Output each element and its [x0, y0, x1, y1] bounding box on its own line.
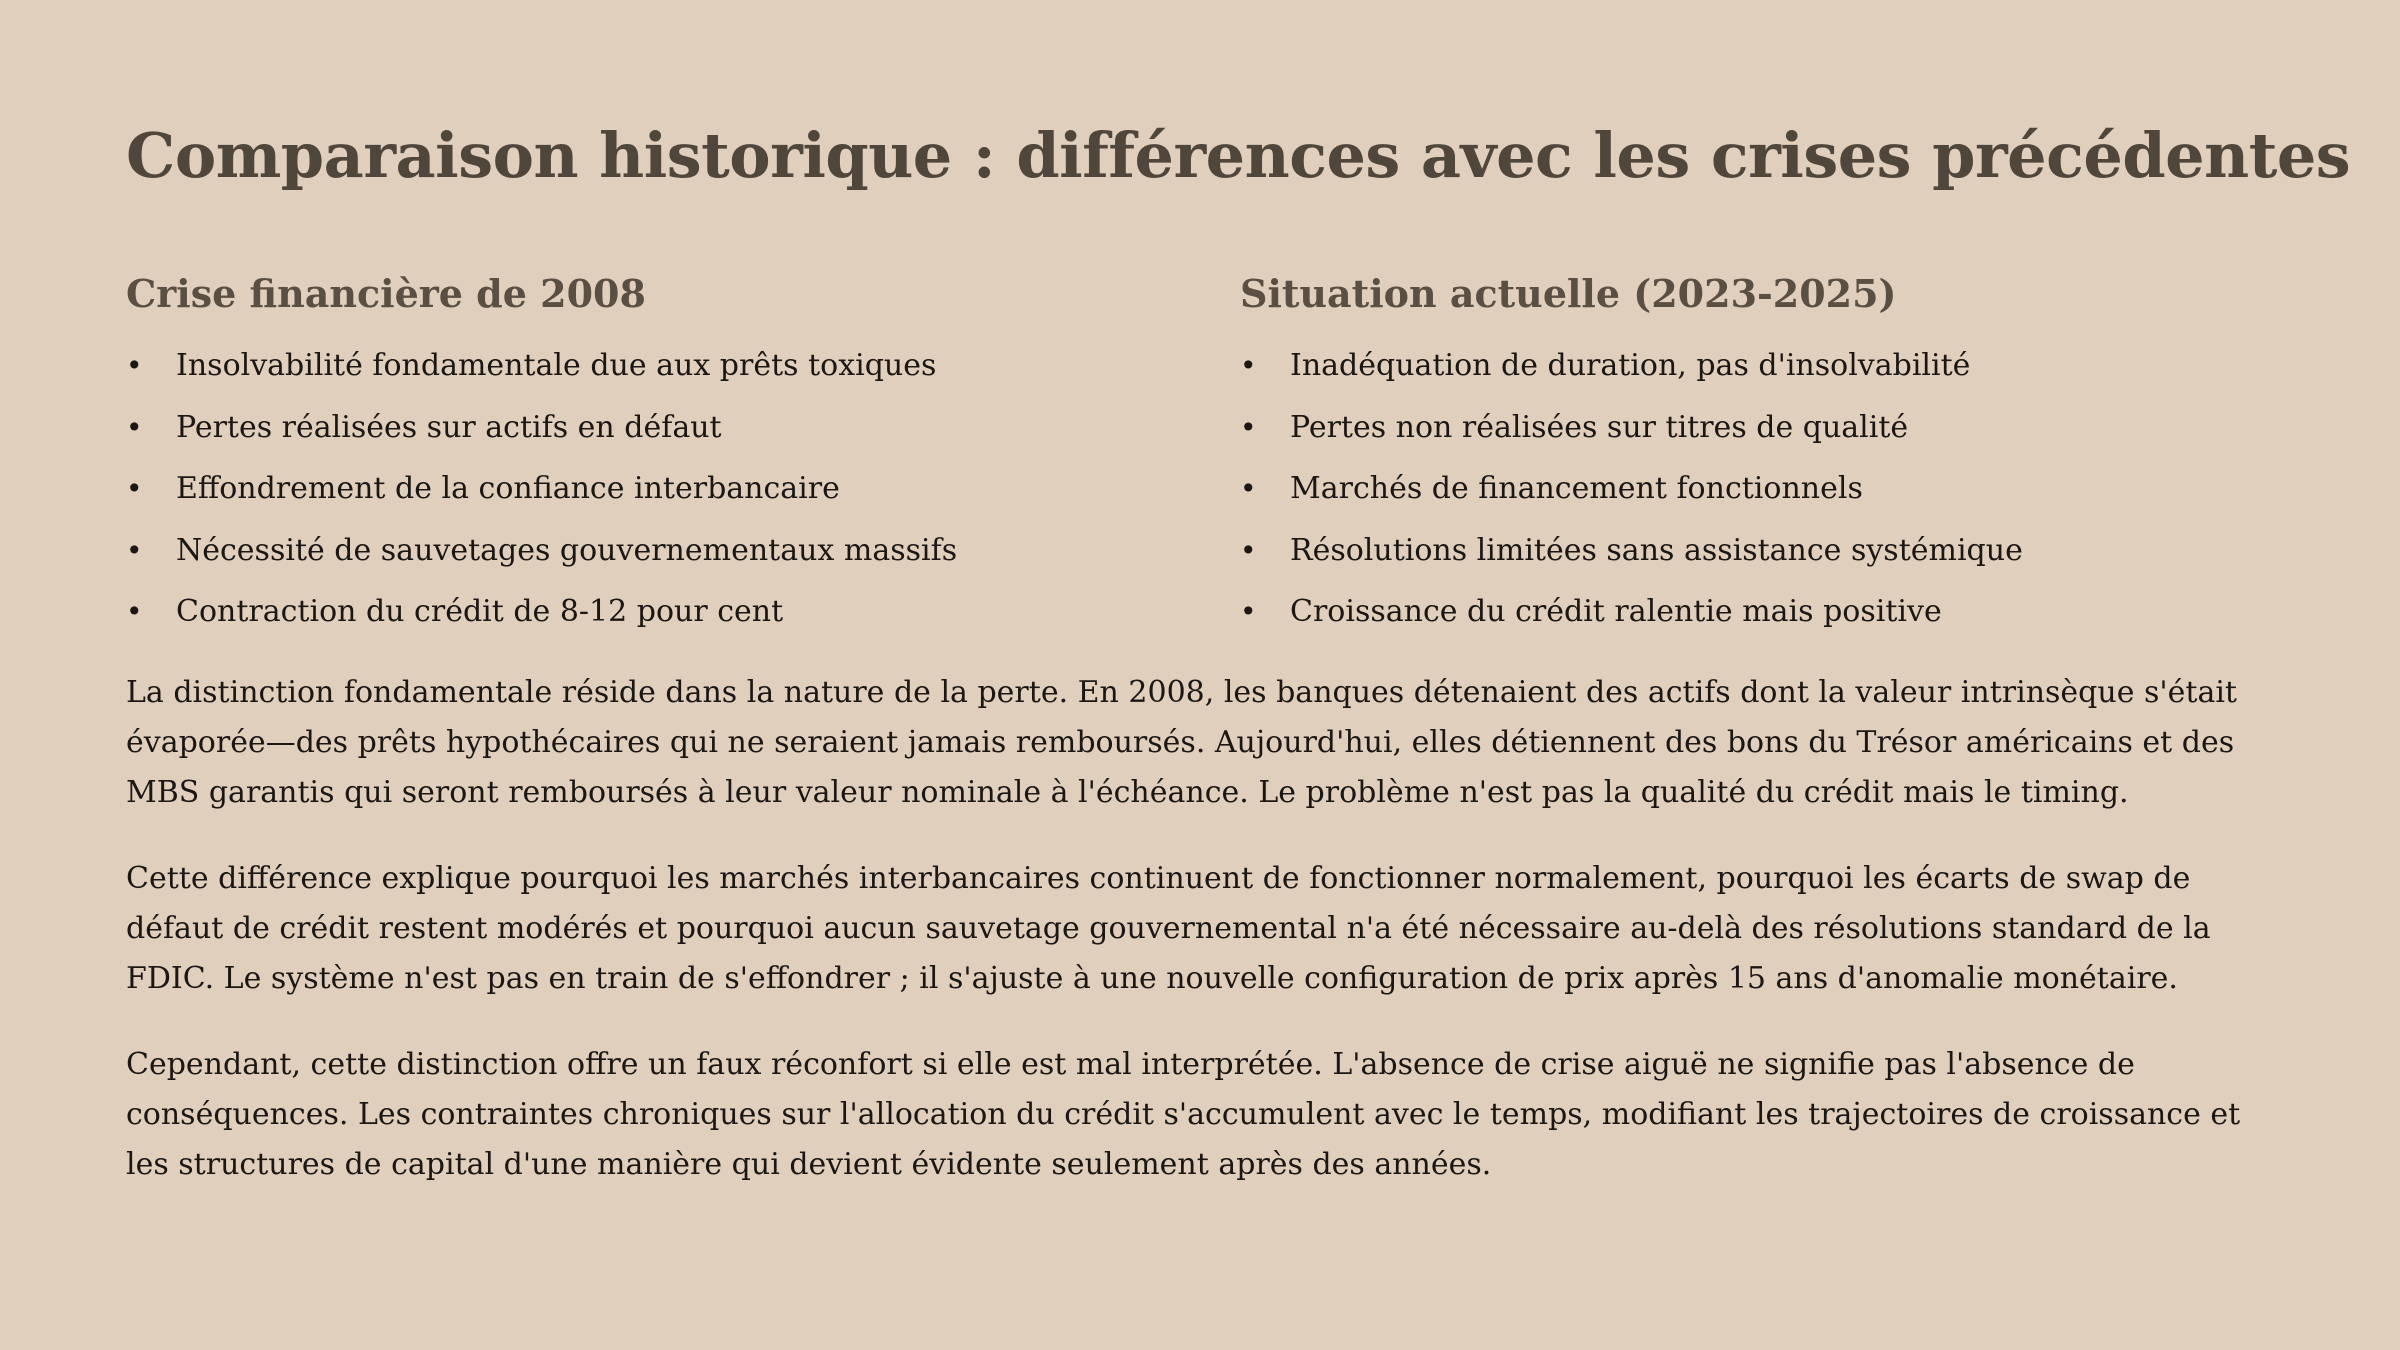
paragraph-loss-nature: La distinction fondamentale réside dans la nature de la perte. En 2008, les banques détenaient des actifs dont la valeur intrinsèque s'était évaporée—des prêts hypothécaires qui ne seraient jamais remboursés. Aujourd'hui, elles détiennent des bons du Trésor américains et des MBS garantis qui seront remboursés à leur valeur nominale à l'échéance. Le problème n'est pas la qualité du crédit mais le timing.: [126, 674, 2237, 810]
bullet-icon: •: [1240, 349, 1257, 382]
list-item: [1240, 592, 2240, 654]
paragraph-market-function: Cette différence explique pourquoi les marchés interbancaires continuent de fonctionner normalement, pourquoi les écarts de swap de défaut de crédit restent modérés et pourquoi aucun sauvetage gouvernemental n'a été nécessaire au-delà des résolutions standard de la FDIC. Le système n'est pas en train de s'effondrer ; il s'ajuste à une nouvelle configuration de prix après 15 ans d'anomalie monétaire.: [126, 860, 2211, 996]
list-item: [1240, 531, 2240, 593]
column-2008-crisis: [126, 270, 1240, 654]
bullet-icon: •: [1240, 595, 1257, 628]
column-current-situation: [1240, 270, 2240, 654]
list-item-text: Croissance du crédit ralentie mais positive: [1290, 594, 1942, 629]
column-heading-2008: Crise financière de 2008: [126, 271, 646, 316]
list-item-text: Contraction du crédit de 8-12 pour cent: [176, 594, 784, 629]
list-item: [126, 531, 1240, 593]
paragraph-chronic-constraints: Cependant, cette distinction offre un faux réconfort si elle est mal interprétée. L'absence de crise aiguë ne signifie pas l'absence de conséquences. Les contraintes chroniques sur l'allocation du crédit s'accumulent avec le temps, modifiant les trajectoires de croissance et les structures de capital d'une manière qui devient évidente seulement après des années.: [126, 1046, 2241, 1182]
bullet-icon: •: [1240, 533, 1257, 567]
list-item-text: Pertes réalisées sur actifs en défaut: [176, 409, 722, 445]
list-item-text: Inadéquation de duration, pas d'insolvabilité: [1290, 348, 1971, 383]
list-item: [126, 408, 1240, 470]
bullet-icon: •: [126, 595, 143, 628]
body-text: [126, 668, 2274, 1190]
bullet-icon: •: [1240, 472, 1257, 505]
bullet-icon: •: [126, 410, 143, 444]
bullet-icon: •: [126, 349, 143, 382]
list-item-text: Résolutions limitées sans assistance systémique: [1290, 532, 2023, 568]
column-heading-current: Situation actuelle (2023-2025): [1240, 271, 1897, 316]
list-item: [1240, 469, 2240, 531]
list-item-text: Insolvabilité fondamentale due aux prêts toxiques: [176, 348, 937, 383]
list-item: [1240, 346, 2240, 408]
slide-title: Comparaison historique : différences avec les crises précédentes: [126, 119, 2351, 192]
bullet-list-2008: [126, 346, 1240, 654]
list-item: [126, 346, 1240, 408]
list-item: [126, 469, 1240, 531]
list-item: [1240, 408, 2240, 470]
list-item-text: Pertes non réalisées sur titres de qualité: [1290, 409, 1909, 445]
list-item-text: Effondrement de la confiance interbancaire: [176, 471, 840, 506]
bullet-icon: •: [1240, 410, 1257, 444]
bullet-icon: •: [126, 472, 143, 505]
bullet-list-current: [1240, 346, 2240, 654]
list-item-text: Marchés de financement fonctionnels: [1290, 471, 1863, 506]
list-item: [126, 592, 1240, 654]
comparison-columns: [126, 270, 2274, 654]
list-item-text: Nécessité de sauvetages gouvernementaux massifs: [176, 532, 958, 568]
bullet-icon: •: [126, 533, 143, 567]
